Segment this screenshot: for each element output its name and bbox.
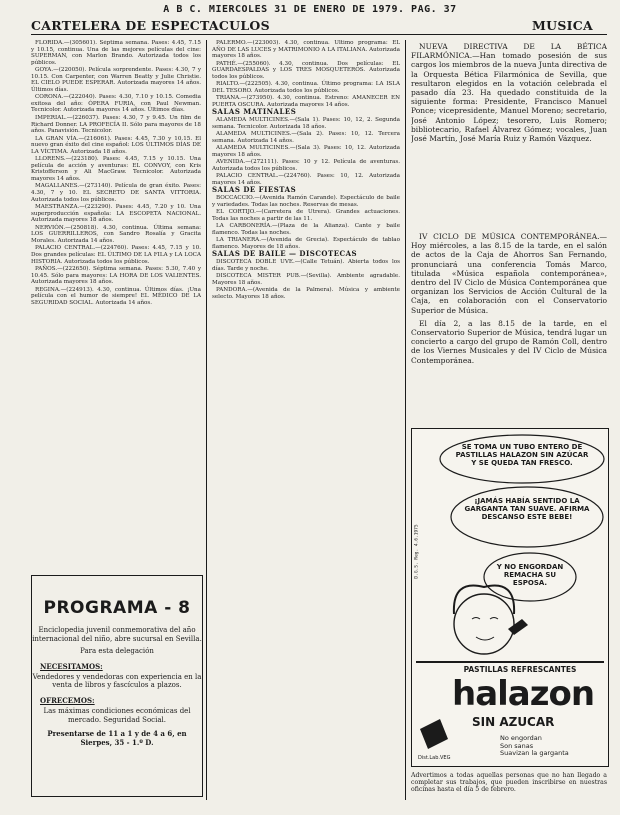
listing-paragraph: PATHÉ.—(255060). 4.30, continua. Dos películas: EL GUARDAESPALDAS y LOS TRES MOSQUETEROS. Autorizada todos los públicos. xyxy=(212,60,400,80)
fiestas-list xyxy=(212,195,400,250)
programa-line-1: Enciclopedia juvenil conmemorativa del año internacional del niño, abre sucursal en Sevilla. xyxy=(32,626,202,643)
ad-claim-line: Son sanas xyxy=(500,741,534,750)
musica-article-1-text xyxy=(411,42,607,143)
ad-brand: halazon xyxy=(452,674,595,714)
fiestas-item: EL CORTIJO.—(Carretera de Utrera). Grandes actuaciones. Todas las noches a partir de las 11. xyxy=(212,209,400,222)
column-divider-1 xyxy=(206,40,207,800)
musica-article-2 xyxy=(411,232,607,422)
listing-paragraph: PALERMO.—(223003). 4.30, continua. Último programa: EL AÑO DE LAS LUCES y MATRIMONIO A LA ITALIANA. Autorizada mayores 18 años. xyxy=(212,40,400,60)
baile-list xyxy=(212,259,400,300)
baile-heading: SALAS DE BAILE — DISCOTECAS xyxy=(212,249,358,259)
programa-title: PROGRAMA - 8 xyxy=(43,598,191,618)
woman-mouth xyxy=(476,637,494,640)
matinales-item: AVENIDA.—(272111). Pases: 10 y 12. Película de aventuras. Autorizada todos los públicos. xyxy=(212,159,400,172)
matinales-item: PALACIO CENTRAL.—(224760). Pases: 10, 12. Autorizada mayores 14 años. xyxy=(212,173,400,186)
ad-claim-line: No engordan xyxy=(500,734,542,742)
matinales-list xyxy=(212,117,400,186)
ad-claim-line: Suavizan la garganta xyxy=(500,749,569,757)
programa-contact: Presentarse de 11 a 1 y de 4 a 6, en Sierpes, 35 - 1.º D. xyxy=(47,729,187,747)
ad-registration: D.G.S. Reg. 4.6.1975 xyxy=(414,524,420,579)
ad-subbrand: SIN AZUCAR xyxy=(472,715,555,729)
ad-band-top xyxy=(416,661,604,663)
programa-needs: Vendedores y vendedoras con experiencia en la venta de libros y fascículos a plazos. xyxy=(32,672,202,690)
woman-eyes xyxy=(472,618,498,620)
ad-tagline: PASTILLAS REFRESCANTES xyxy=(463,665,577,674)
musica-article-1 xyxy=(411,42,607,222)
fiestas-item: BOCCACCIO.—(Avenida Ramón Carande). Espectáculo de baile y variedades. Todas las noches. Reservas de mesas. xyxy=(212,195,400,208)
bottom-notice: Advertimos a todas aquellas personas que no han llegado a completar sus trabajos, que pueden inscribirse en nuestras oficinas hasta el día 5 de febrero. xyxy=(411,772,607,794)
musica-paragraph: El día 2, a las 8.15 de la tarde, en el Conservatorio Superior de Música, tendrá lugar un concierto a cargo del grupo de Ramón Coll, dentro de los Viernes Musicales y del IV Ciclo de Música Contemporánea. xyxy=(411,318,607,365)
bubble-text-2: ¡JAMÁS HABÍA SENTIDO LA GARGANTA TAN SUAVE. AFIRMA DESCANSO ESTE BEBE! xyxy=(464,497,590,521)
ad-lab: Dist.Lab.VEG xyxy=(418,755,451,761)
listing-paragraph: FLORIDA.—(305601). Séptima semana. Pases: 4.45, 7.15 y 10.15, continua. Una de las mejores películas del cine: SUPERMAN, con Marlon Brando. Autorizada todos los públicos. xyxy=(31,40,201,66)
bubble-text-1: SE TOMA UN TUBO ENTERO DE PASTILLAS HALAZON SIN AZÚCAR Y SE QUEDA TAN FRESCO. xyxy=(455,443,589,467)
listing-paragraph: LA GRAN VÍA.—(216061). Pases: 4.45, 7.30 y 10.15. El nuevo gran éxito del cine español: LOS ÚLTIMOS DÍAS DE LA VÍCTIMA. Autorizada 18 años. xyxy=(31,135,201,155)
listing-paragraph: RIALTO.—(222505). 4.30, continua. Último programa: LA ISLA DEL TESORO. Autorizada todos los públicos. xyxy=(212,81,400,94)
pastilles-tube-icon xyxy=(508,619,528,635)
ad-package-icon xyxy=(420,719,448,749)
listing-paragraph: PALACIO CENTRAL.—(224760). Pases: 4.45, 7.15 y 10. Dos grandes películas: EL ÚLTIMO DE LA FILA y LA LOCA HISTORIA. Autorizada todos los públicos. xyxy=(31,245,201,265)
baile-item: DISCOTECA DOBLE UVE.—(Calle Tetuán). Abierta todos los días. Tarde y noche. xyxy=(212,258,400,272)
section-title-musica: MUSICA xyxy=(532,18,594,33)
programa-needs-heading: NECESITAMOS: xyxy=(40,661,103,671)
musica-article-2-text xyxy=(411,232,607,365)
halazon-ad xyxy=(411,428,609,767)
cartelera-column-1 xyxy=(31,40,201,568)
woman-hair xyxy=(454,586,514,614)
programa-8-ad xyxy=(31,575,203,797)
listing-paragraph: NERVIÓN.—(250818). 4.30, continua. Última semana: LOS GUERRILLEROS, con Sandro Rosalía y Gracita Morales. Autorizada 14 años. xyxy=(31,224,201,244)
running-header: A B C. MIERCOLES 31 DE ENERO DE 1979. PAG. 37 xyxy=(163,4,457,15)
ad-claims xyxy=(500,735,569,758)
baile-item: DISCOTECA MISTER PUB.—(Sevilla). Ambiente agradable. Mayores 18 años. xyxy=(212,273,400,286)
listing-paragraph: REGINA.—(224913). 4.30, continua. Últimos días. ¡Una película con el humor de siempre! EL MÉDICO DE LA SEGURIDAD SOCIAL. Autorizada 14 años. xyxy=(31,286,201,306)
section-title-cartelera: CARTELERA DE ESPECTACULOS xyxy=(31,18,270,33)
matinales-item: ALAMEDA MULTICINES.—(Sala 2). Pases: 10, 12. Tercera semana. Autorizada 14 años. xyxy=(212,131,400,144)
woman-face xyxy=(454,594,514,654)
column-2-text xyxy=(212,40,400,108)
programa-offers-heading: OFRECEMOS: xyxy=(40,695,95,705)
fiestas-item: LA TRIANERA.—(Avenida de Grecia). Espectáculo de tablao flamenco. Mayores de 18 años. xyxy=(212,237,400,250)
listing-paragraph: MAESTRANZA.—(223290). Pases: 4.45, 7.20 y 10. Una superproducción española: LA ESCOPETA NACIONAL. Autorizada mayores 18 años. xyxy=(31,204,201,224)
header-rule xyxy=(31,34,607,35)
musica-paragraph: NUEVA DIRECTIVA DE LA BÉTICA FILARMÓNICA.—Han tomado posesión de sus cargos los miembros de la nueva Junta directiva de la Orquesta Bética Filarmónica de Sevilla, que resultaron elegidos en la votación celebrada el pasado día 23. Ha quedado constituida de la siguiente forma: Presidente, Francisco Manuel Ponce; vicepresidente, Manuel Moreno; secretario, José Antonio López; tesorero, Luis Romero; bibliotecario, Rafael Álvarez Gómez; vocales, Juan José Martín, José María Ruiz y Ramón Vázquez. xyxy=(411,42,607,144)
listing-paragraph: GOYA.—(220050). Película sorprendente. Pases: 4.30, 7 y 10.15. Con Carpenter, con Warren Beatty y Julie Christie. EL CIELO PUEDE ESPERAR. Autorizada mayores 14 años. Últimos días. xyxy=(31,67,201,93)
cartelera-column-2 xyxy=(212,40,400,800)
listing-paragraph: MAGALLANES.—(273140). Película de gran éxito. Pases: 4.30, 7 y 10. EL SECRETO DE SANTA VITTORIA. Autorizada todos los públicos. xyxy=(31,183,201,203)
programa-offers: Las máximas condiciones económicas del mercado. Seguridad Social. xyxy=(43,706,191,724)
column-divider-2 xyxy=(405,40,406,800)
baile-item: PANDORA.—(Avenida de la Palmera). Música y ambiente selecto. Mayores 18 años. xyxy=(212,287,400,300)
programa-line-2: Para esta delegación xyxy=(80,647,154,656)
bubble-text-3: Y NO ENGORDAN REMACHA SU ESPOSA. xyxy=(496,563,564,587)
listing-paragraph: TRIANA.—(273950). 4.30, continua. Estreno: AMANECER EN PUERTA OSCURA. Autorizada mayores 14 años. xyxy=(212,95,400,108)
matinales-item: ALAMEDA MULTICINES.—(Sala 1). Pases: 10, 12, 2. Segunda semana. Tecnicolor. Autorizada 18 años. xyxy=(212,117,400,130)
listing-paragraph: CORONA.—(222040). Pases: 4.30, 7.10 y 10.15. Comedia exitosa del año: ÓPERA FURIA, con Paul Newman. Tecnicolor. Autorizada mayores 14 años. Últimos días. xyxy=(31,94,201,114)
listing-paragraph: LLORENS.—(223180). Pases: 4.45, 7.15 y 10.15. Una película de acción y aventuras: EL CONVOY, con Kris Kristofferson y Ali MacGraw. Tecnicolor. Autorizada mayores 14 años. xyxy=(31,156,201,182)
fiestas-item: LA CARBONERÍA.—(Plaza de la Alianza). Cante y baile flamenco. Todas las noches. xyxy=(212,223,400,236)
matinales-item: ALAMEDA MULTICINES.—(Sala 3). Pases: 10, 12. Autorizada mayores 18 años. xyxy=(212,145,400,158)
listing-paragraph: PAÑOS.—(222650). Séptima semana. Pases: 5.30, 7.40 y 10.45. Sólo para mayores: LA HORA DE LOS VALIENTES. Autorizada mayores 18 años. xyxy=(31,266,201,286)
fiestas-heading: SALAS DE FIESTAS xyxy=(212,185,297,195)
musica-paragraph: IV CICLO DE MÚSICA CONTEMPORÁNEA.—Hoy miércoles, a las 8.15 de la tarde, en el salón de actos de la Caja de Ahorros San Fernando, pronunciará una conferencia Tomás Marco, titulada «Música española contemporánea», dentro del IV Ciclo de Música Contemporánea que organizan los Servicios de Acción Cultural de la Caja, en colaboración con el Conservatorio Superior de Música. xyxy=(411,232,607,315)
column-1-text xyxy=(31,40,201,306)
listing-paragraph: IMPERIAL.—(226037). Pases: 4.30, 7 y 9.45. Un film de Richard Donner. LA PROFECÍA II. Sólo para mayores de 18 años. Panavisión. Tecnicolor. xyxy=(31,115,201,135)
matinales-heading: SALAS MATINALES xyxy=(212,107,297,117)
